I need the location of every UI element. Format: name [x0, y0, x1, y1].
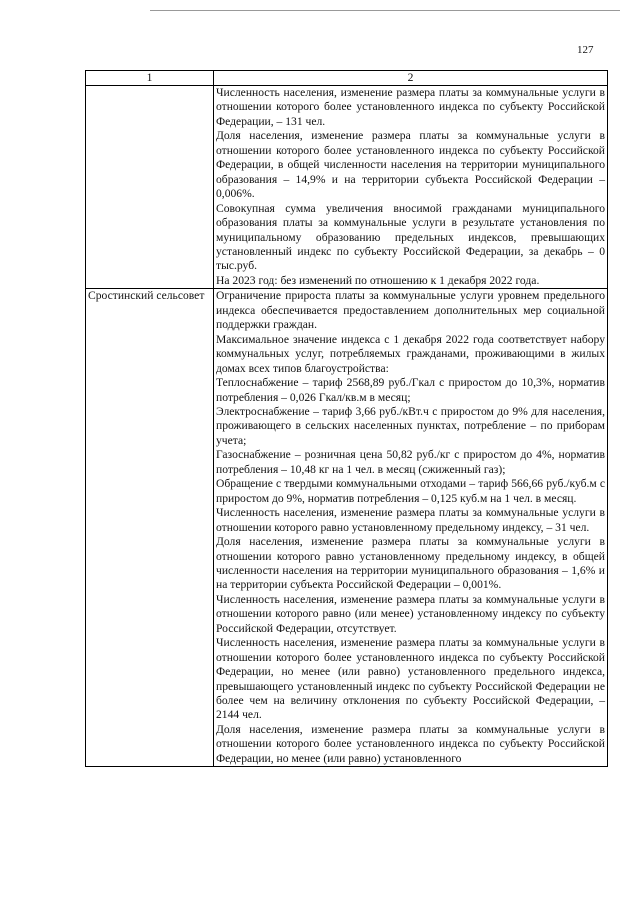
- paragraph: Обращение с твердыми коммунальными отходами – тариф 566,66 руб./куб.м с приростом до 9%, норматив потребления – 0,125 куб.м на 1 чел. в месяц.: [216, 477, 605, 505]
- table-row: [86, 289, 608, 767]
- paragraph: Численность населения, изменение размера платы за коммунальные услуги в отношении которого равно (или менее) установленному индексу по субъекту Российской Федерации, отсутствует.: [216, 592, 605, 635]
- paragraph: Ограничение прироста платы за коммунальные услуги уровнем предельного индекса обеспечивается предоставлением дополнительных мер социальной поддержки граждан.: [216, 289, 605, 332]
- description-cell: [214, 289, 608, 767]
- top-rule: [150, 10, 620, 11]
- description-cell: [214, 86, 608, 289]
- municipality-cell: [86, 86, 214, 289]
- paragraph: Максимальное значение индекса с 1 декабря 2022 года соответствует набору коммунальных услуг, потребляемых гражданами, проживающими в жилых домах всех типов благоустройства:: [216, 332, 605, 375]
- paragraph: Газоснабжение – розничная цена 50,82 руб./кг с приростом до 4%, норматив потребления – 10,48 кг на 1 чел. в месяц (сжиженный газ);: [216, 448, 605, 476]
- document-table: [85, 70, 608, 767]
- paragraph: Численность населения, изменение размера платы за коммунальные услуги в отношении которого равно установленному предельному индексу, – 31 чел.: [216, 506, 605, 534]
- table-row: [86, 86, 608, 289]
- paragraph: Доля населения, изменение размера платы за коммунальные услуги в отношении которого более установленного индекса по субъекту Российской Федерации, в общей численности населения на территории муниципального образования – 14,9% и на территории субъекта Российской Федерации – 0,006%.: [216, 129, 605, 201]
- paragraph: Доля населения, изменение размера платы за коммунальные услуги в отношении которого более установленного индекса по субъекту Российской Федерации, но менее (или равно) установленного: [216, 722, 605, 765]
- paragraph: Совокупная сумма увеличения вносимой гражданами муниципального образования платы за коммунальные услуги в результате установления по муниципальному образованию предельных индексов, превышающих установленный индекс по субъекту Российской Федерации, за декабрь – 0 тыс.руб.: [216, 201, 605, 273]
- paragraph: Теплоснабжение – тариф 2568,89 руб./Гкал с приростом до 10,3%, норматив потребления – 0,026 Гкал/кв.м в месяц;: [216, 376, 605, 404]
- column-header-1: 1: [86, 71, 214, 86]
- paragraph: Доля населения, изменение размера платы за коммунальные услуги в отношении которого равно установленному предельному индексу, в общей численности населения на территории муниципального образования – 1,6% и на территории субъекта Российской Федерации – 0,001%.: [216, 535, 605, 592]
- paragraph: На 2023 год: без изменений по отношению к 1 декабря 2022 года.: [216, 273, 540, 287]
- paragraph: Электроснабжение – тариф 3,66 руб./кВт.ч с приростом до 9% для населения, проживающего в сельских населенных пунктах, потребление – по приборам учета;: [216, 404, 605, 447]
- municipality-cell: Сростинский сельсовет: [86, 289, 214, 767]
- page-number: 127: [577, 44, 594, 56]
- paragraph: Численность населения, изменение размера платы за коммунальные услуги в отношении которого более установленного индекса по субъекту Российской Федерации, но менее (или равно) установленного предельного индекса, превышающего установленный индекс по субъекту Российской Федерации не более чем на величину отклонения по субъекту Российской Федерации, – 2144 чел.: [216, 636, 605, 722]
- table-header-row: [86, 71, 608, 86]
- column-header-2: 2: [214, 71, 608, 86]
- paragraph: Численность населения, изменение размера платы за коммунальные услуги в отношении которого более установленного индекса по субъекту Российской Федерации, – 131 чел.: [216, 86, 605, 128]
